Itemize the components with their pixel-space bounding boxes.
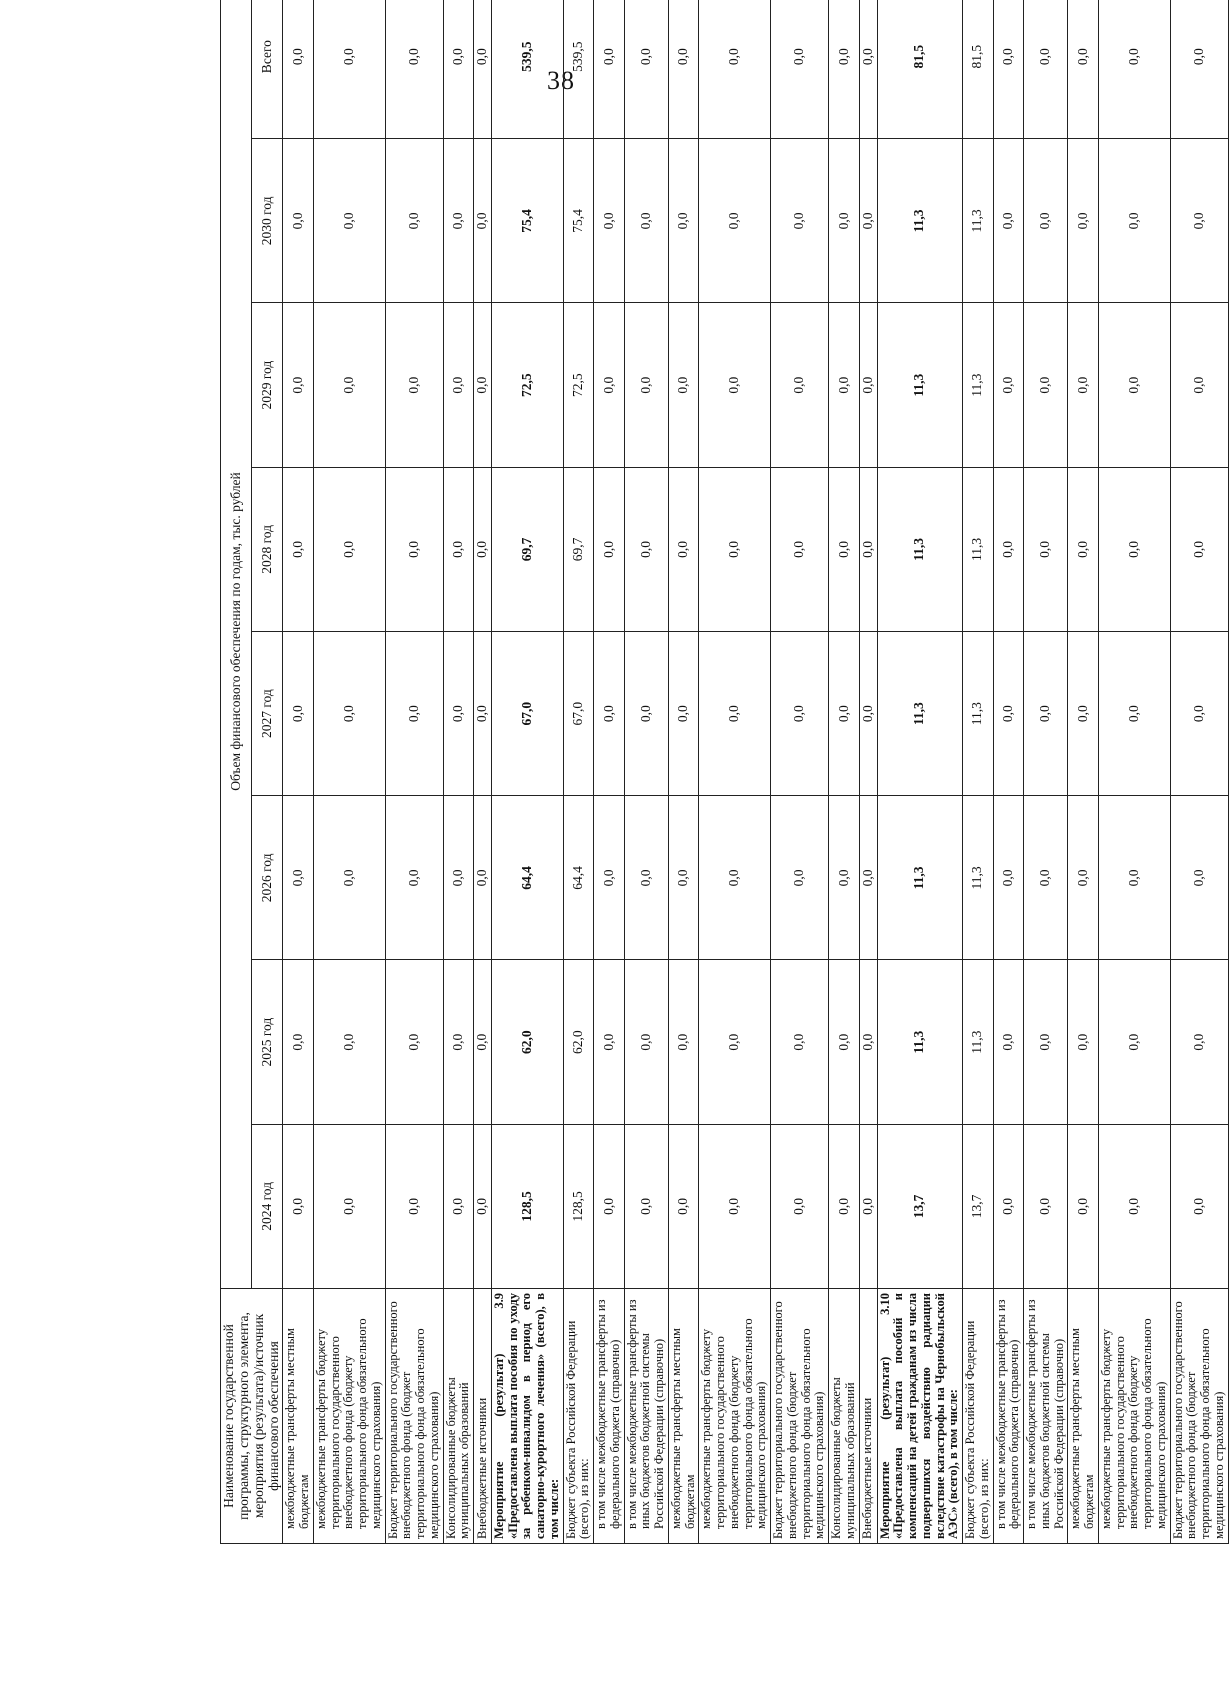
value-cell: 0,0 — [771, 139, 829, 303]
table-row — [624, 0, 668, 1544]
value-cell: 0,0 — [313, 960, 385, 1124]
value-cell: 0,0 — [829, 632, 860, 796]
value-cell: 11,3 — [877, 796, 963, 960]
value-cell: 128,5 — [491, 1124, 563, 1288]
value-cell: 0,0 — [385, 796, 443, 960]
value-cell: 67,0 — [491, 632, 563, 796]
value-cell: 0,0 — [859, 303, 877, 467]
value-cell: 0,0 — [1170, 303, 1228, 467]
table-row — [313, 0, 385, 1544]
value-cell: 0,0 — [829, 467, 860, 631]
row-name-cell: межбюджетные трансферты бюджету территориального государственного внебюджетного фонда (бюджету территориального фонда обязательного медицинского страхования) — [1098, 1289, 1170, 1544]
value-cell: 0,0 — [474, 467, 492, 631]
value-cell: 0,0 — [313, 139, 385, 303]
header-financing-group: Объем финансового обеспечения по годам, тыс. рублей — [221, 0, 252, 1289]
value-cell: 0,0 — [283, 960, 314, 1124]
value-cell: 0,0 — [993, 467, 1024, 631]
row-name-cell: в том числе межбюджетные трансферты из федерального бюджета (справочно) — [993, 1289, 1024, 1544]
value-cell: 0,0 — [699, 796, 771, 960]
row-name-cell: в том числе межбюджетные трансферты из федерального бюджета (справочно) — [594, 1289, 625, 1544]
header-year: 2027 год — [252, 632, 283, 796]
table-row — [1098, 0, 1170, 1544]
table-row — [491, 0, 563, 1544]
value-cell: 0,0 — [1098, 960, 1170, 1124]
value-cell: 0,0 — [283, 1124, 314, 1288]
value-cell: 0,0 — [699, 960, 771, 1124]
table-row — [829, 0, 860, 1544]
value-cell: 0,0 — [699, 139, 771, 303]
value-cell: 0,0 — [1170, 467, 1228, 631]
value-cell: 11,3 — [963, 467, 994, 631]
value-cell: 0,0 — [1024, 139, 1068, 303]
value-cell: 0,0 — [443, 467, 474, 631]
value-cell: 0,0 — [1024, 632, 1068, 796]
header-year: 2030 год — [252, 139, 283, 303]
value-cell: 0,0 — [771, 632, 829, 796]
row-name-cell: Бюджет субъекта Российской Федерации (всего), из них: — [963, 1289, 994, 1544]
value-cell: 0,0 — [829, 796, 860, 960]
value-cell: 11,3 — [963, 303, 994, 467]
row-name-cell: Бюджет субъекта Российской Федерации (всего), из них: — [563, 1289, 594, 1544]
value-cell: 0,0 — [313, 303, 385, 467]
table-row — [1024, 0, 1068, 1544]
value-cell: 0,0 — [993, 0, 1024, 139]
value-cell: 0,0 — [624, 303, 668, 467]
value-cell: 62,0 — [491, 960, 563, 1124]
value-cell: 539,5 — [563, 0, 594, 139]
table-row — [859, 0, 877, 1544]
value-cell: 0,0 — [443, 796, 474, 960]
value-cell: 11,3 — [877, 139, 963, 303]
value-cell: 0,0 — [829, 960, 860, 1124]
value-cell: 0,0 — [313, 467, 385, 631]
row-name-cell: в том числе межбюджетные трансферты из иных бюджетов бюджетной системы Российской Федерации (справочно) — [1024, 1289, 1068, 1544]
value-cell: 0,0 — [859, 1124, 877, 1288]
value-cell: 0,0 — [859, 632, 877, 796]
value-cell: 0,0 — [385, 139, 443, 303]
value-cell: 0,0 — [1098, 139, 1170, 303]
row-name-cell: межбюджетные трансферты бюджету территориального государственного внебюджетного фонда (бюджету территориального фонда обязательного медицинского страхования) — [699, 1289, 771, 1544]
header-year: Всего — [252, 0, 283, 139]
row-name-cell: Бюджет территориального государственного внебюджетного фонда (бюджет территориального фонда обязательного медицинского страхования) — [1170, 1289, 1228, 1544]
value-cell: 72,5 — [563, 303, 594, 467]
value-cell: 0,0 — [624, 796, 668, 960]
value-cell: 0,0 — [594, 796, 625, 960]
value-cell: 0,0 — [1068, 796, 1099, 960]
value-cell: 11,3 — [963, 139, 994, 303]
header-year: 2028 год — [252, 467, 283, 631]
value-cell: 0,0 — [668, 960, 699, 1124]
row-name-cell: Бюджет территориального государственного внебюджетного фонда (бюджет территориального фонда обязательного медицинского страхования) — [385, 1289, 443, 1544]
value-cell: 11,3 — [877, 632, 963, 796]
value-cell: 0,0 — [699, 1124, 771, 1288]
row-name-cell: Консолидированные бюджеты муниципальных образований — [829, 1289, 860, 1544]
value-cell: 0,0 — [1098, 796, 1170, 960]
value-cell: 0,0 — [1068, 139, 1099, 303]
value-cell: 0,0 — [829, 1124, 860, 1288]
header-year: 2029 год — [252, 303, 283, 467]
value-cell: 0,0 — [474, 0, 492, 139]
value-cell: 0,0 — [993, 960, 1024, 1124]
value-cell: 11,3 — [877, 303, 963, 467]
value-cell: 0,0 — [594, 632, 625, 796]
value-cell: 0,0 — [668, 139, 699, 303]
value-cell: 81,5 — [877, 0, 963, 139]
value-cell: 0,0 — [1068, 303, 1099, 467]
value-cell: 0,0 — [1170, 0, 1228, 139]
value-cell: 0,0 — [699, 303, 771, 467]
value-cell: 0,0 — [859, 467, 877, 631]
value-cell: 0,0 — [474, 303, 492, 467]
value-cell: 0,0 — [283, 303, 314, 467]
value-cell: 0,0 — [859, 139, 877, 303]
value-cell: 0,0 — [829, 303, 860, 467]
value-cell: 0,0 — [385, 303, 443, 467]
header-year: 2025 год — [252, 960, 283, 1124]
value-cell: 0,0 — [1024, 796, 1068, 960]
value-cell: 0,0 — [993, 632, 1024, 796]
value-cell: 0,0 — [699, 632, 771, 796]
value-cell: 11,3 — [963, 960, 994, 1124]
value-cell: 0,0 — [1068, 1124, 1099, 1288]
row-name-cell: Мероприятие (результат) 3.9 «Предоставлена выплата пособия по уходу за ребенком-инвалидом в период его санаторно-курортного лечения» (всего), в том числе: — [491, 1289, 563, 1544]
header-year: 2026 год — [252, 796, 283, 960]
value-cell: 0,0 — [443, 0, 474, 139]
value-cell: 0,0 — [283, 0, 314, 139]
value-cell: 0,0 — [594, 1124, 625, 1288]
value-cell: 0,0 — [771, 960, 829, 1124]
value-cell: 0,0 — [474, 1124, 492, 1288]
header-name-column: Наименование государственной программы, структурного элемента, мероприятия (результата)/источник финансового обеспечения — [221, 1289, 283, 1544]
rotated-table-container — [220, 0, 1226, 1544]
value-cell: 0,0 — [771, 303, 829, 467]
value-cell: 0,0 — [594, 139, 625, 303]
value-cell: 0,0 — [624, 960, 668, 1124]
table-row — [771, 0, 829, 1544]
table-row — [1170, 0, 1228, 1544]
value-cell: 0,0 — [283, 139, 314, 303]
value-cell: 0,0 — [474, 632, 492, 796]
value-cell: 64,4 — [491, 796, 563, 960]
table-row — [443, 0, 474, 1544]
value-cell: 0,0 — [385, 0, 443, 139]
financing-table — [220, 0, 1229, 1544]
table-row — [594, 0, 625, 1544]
value-cell: 0,0 — [385, 632, 443, 796]
value-cell: 67,0 — [563, 632, 594, 796]
value-cell: 0,0 — [668, 303, 699, 467]
value-cell: 0,0 — [1068, 0, 1099, 139]
value-cell: 0,0 — [313, 632, 385, 796]
value-cell: 0,0 — [993, 139, 1024, 303]
table-row — [668, 0, 699, 1544]
value-cell: 0,0 — [283, 467, 314, 631]
value-cell: 11,3 — [877, 467, 963, 631]
row-name-cell: межбюджетные трансферты местным бюджетам — [283, 1289, 314, 1544]
value-cell: 0,0 — [993, 1124, 1024, 1288]
value-cell: 75,4 — [491, 139, 563, 303]
value-cell: 0,0 — [1170, 1124, 1228, 1288]
value-cell: 0,0 — [443, 303, 474, 467]
value-cell: 0,0 — [283, 796, 314, 960]
value-cell: 0,0 — [668, 796, 699, 960]
value-cell: 0,0 — [594, 467, 625, 631]
value-cell: 0,0 — [771, 796, 829, 960]
value-cell: 0,0 — [474, 796, 492, 960]
value-cell: 0,0 — [1170, 139, 1228, 303]
table-body — [283, 0, 1228, 1544]
row-name-cell: Внебюджетные источники — [474, 1289, 492, 1544]
table-row — [963, 0, 994, 1544]
value-cell: 0,0 — [443, 960, 474, 1124]
value-cell: 0,0 — [668, 632, 699, 796]
row-name-cell: Консолидированные бюджеты муниципальных образований — [443, 1289, 474, 1544]
value-cell: 0,0 — [1170, 960, 1228, 1124]
value-cell: 0,0 — [313, 0, 385, 139]
value-cell: 0,0 — [859, 0, 877, 139]
value-cell: 0,0 — [624, 139, 668, 303]
table-header — [221, 0, 283, 1544]
value-cell: 0,0 — [1024, 1124, 1068, 1288]
value-cell: 0,0 — [771, 467, 829, 631]
value-cell: 11,3 — [963, 796, 994, 960]
table-row — [1068, 0, 1099, 1544]
value-cell: 0,0 — [1170, 796, 1228, 960]
value-cell: 0,0 — [829, 139, 860, 303]
value-cell: 0,0 — [771, 1124, 829, 1288]
value-cell: 0,0 — [668, 1124, 699, 1288]
value-cell: 0,0 — [385, 467, 443, 631]
value-cell: 69,7 — [563, 467, 594, 631]
table-row — [474, 0, 492, 1544]
value-cell: 0,0 — [1098, 0, 1170, 139]
value-cell: 0,0 — [1098, 467, 1170, 631]
value-cell: 128,5 — [563, 1124, 594, 1288]
value-cell: 0,0 — [699, 467, 771, 631]
value-cell: 0,0 — [859, 960, 877, 1124]
value-cell: 0,0 — [1024, 0, 1068, 139]
value-cell: 11,3 — [963, 632, 994, 796]
value-cell: 0,0 — [443, 632, 474, 796]
table-row — [993, 0, 1024, 1544]
value-cell: 0,0 — [594, 0, 625, 139]
row-name-cell: Мероприятие (результат) 3.10 «Предоставлена выплата пособий и компенсаций на детей гражданам из числа подвергшихся воздействию радиации вследствие катастрофы на Чернобыльской АЭС» (всего), в том числе: — [877, 1289, 963, 1544]
value-cell: 0,0 — [993, 303, 1024, 467]
value-cell: 0,0 — [1068, 632, 1099, 796]
value-cell: 0,0 — [283, 632, 314, 796]
table-row — [877, 0, 963, 1544]
row-name-cell: межбюджетные трансферты местным бюджетам — [668, 1289, 699, 1544]
value-cell: 0,0 — [1068, 467, 1099, 631]
value-cell: 13,7 — [963, 1124, 994, 1288]
value-cell: 0,0 — [313, 1124, 385, 1288]
value-cell: 0,0 — [1170, 632, 1228, 796]
value-cell: 0,0 — [443, 1124, 474, 1288]
value-cell: 69,7 — [491, 467, 563, 631]
value-cell: 0,0 — [385, 1124, 443, 1288]
value-cell: 0,0 — [313, 796, 385, 960]
table-row — [385, 0, 443, 1544]
header-year: 2024 год — [252, 1124, 283, 1288]
value-cell: 72,5 — [491, 303, 563, 467]
value-cell: 0,0 — [859, 796, 877, 960]
row-name-cell: межбюджетные трансферты местным бюджетам — [1068, 1289, 1099, 1544]
value-cell: 0,0 — [594, 960, 625, 1124]
value-cell: 0,0 — [624, 0, 668, 139]
value-cell: 0,0 — [624, 467, 668, 631]
row-name-cell: Бюджет территориального государственного внебюджетного фонда (бюджет территориального фонда обязательного медицинского страхования) — [771, 1289, 829, 1544]
value-cell: 0,0 — [1098, 303, 1170, 467]
value-cell: 0,0 — [771, 0, 829, 139]
value-cell: 64,4 — [563, 796, 594, 960]
value-cell: 13,7 — [877, 1124, 963, 1288]
row-name-cell: Внебюджетные источники — [859, 1289, 877, 1544]
value-cell: 0,0 — [443, 139, 474, 303]
row-name-cell: в том числе межбюджетные трансферты из иных бюджетов бюджетной системы Российской Федерации (справочно) — [624, 1289, 668, 1544]
value-cell: 81,5 — [963, 0, 994, 139]
value-cell: 539,5 — [491, 0, 563, 139]
table-row — [283, 0, 314, 1544]
value-cell: 75,4 — [563, 139, 594, 303]
value-cell: 0,0 — [1068, 960, 1099, 1124]
row-name-cell: межбюджетные трансферты бюджету территориального государственного внебюджетного фонда (бюджету территориального фонда обязательного медицинского страхования) — [313, 1289, 385, 1544]
value-cell: 0,0 — [1024, 960, 1068, 1124]
value-cell: 0,0 — [1024, 303, 1068, 467]
value-cell: 0,0 — [594, 303, 625, 467]
value-cell: 0,0 — [474, 139, 492, 303]
value-cell: 0,0 — [1098, 632, 1170, 796]
table-row — [563, 0, 594, 1544]
value-cell: 0,0 — [668, 467, 699, 631]
value-cell: 0,0 — [624, 1124, 668, 1288]
value-cell: 0,0 — [624, 632, 668, 796]
value-cell: 0,0 — [1024, 467, 1068, 631]
value-cell: 62,0 — [563, 960, 594, 1124]
value-cell: 0,0 — [699, 0, 771, 139]
value-cell: 0,0 — [385, 960, 443, 1124]
value-cell: 0,0 — [474, 960, 492, 1124]
table-row — [699, 0, 771, 1544]
value-cell: 0,0 — [993, 796, 1024, 960]
value-cell: 0,0 — [829, 0, 860, 139]
value-cell: 0,0 — [668, 0, 699, 139]
value-cell: 11,3 — [877, 960, 963, 1124]
value-cell: 0,0 — [1098, 1124, 1170, 1288]
page-number: 38 — [547, 66, 575, 95]
